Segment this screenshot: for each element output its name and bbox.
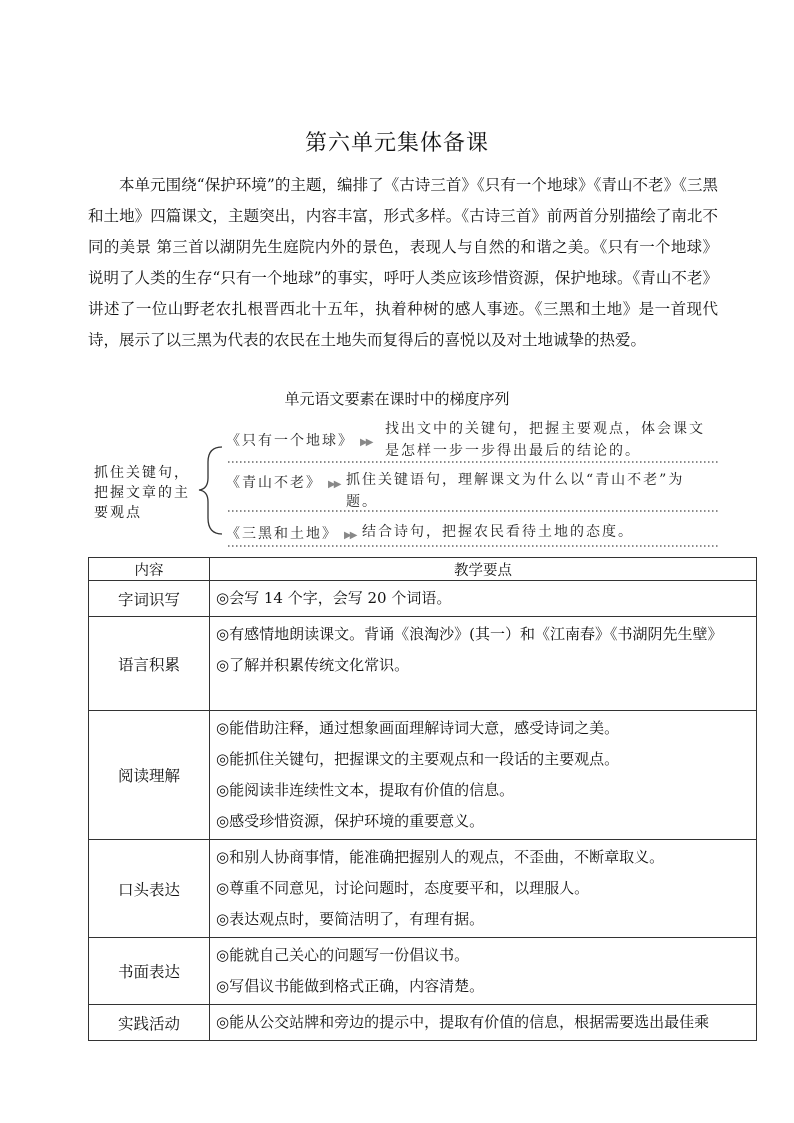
teaching-points-table xyxy=(88,557,757,1041)
lesson-title: 《只有一个地球》 xyxy=(226,433,354,449)
header-content: 内容 xyxy=(89,558,210,581)
point-item: ◎能阅读非连续性文本，提取有价值的信息。 xyxy=(216,781,515,799)
row-points xyxy=(210,711,757,840)
row-points xyxy=(210,1005,757,1041)
table-header-row xyxy=(89,558,757,581)
table-row xyxy=(89,840,757,938)
row-category: 阅读理解 xyxy=(89,711,210,840)
point-item: ◎写倡议书能做到格式正确，内容清楚。 xyxy=(216,977,485,995)
point-item: ◎能借助注释，通过想象画面理解诗词大意，感受诗词之美。 xyxy=(216,719,620,737)
diagram-lesson-1 xyxy=(226,430,371,450)
lesson-title: 《青山不老》 xyxy=(226,475,322,491)
page-title: 第六单元集体备课 xyxy=(304,131,489,156)
header-teaching-points: 教学要点 xyxy=(210,558,757,581)
diagram-desc-1: 找出文中的关键句，把握主要观点，体会课文是怎样一步一步得出最后的结论的。 xyxy=(385,421,705,459)
point-item: ◎能就自己关心的问题写一份倡议书。 xyxy=(216,946,470,964)
diagram-title: 单元语文要素在课时中的梯度序列 xyxy=(284,390,510,408)
table-row xyxy=(89,1005,757,1041)
point-item: ◎能抓住关键句，把握课文的主要观点和一段话的主要观点。 xyxy=(216,750,620,768)
row-points xyxy=(210,938,757,1005)
point-item: ◎感受珍惜资源，保护环境的重要意义。 xyxy=(216,812,485,830)
row-category: 口头表达 xyxy=(89,840,210,938)
row-category: 实践活动 xyxy=(89,1005,210,1041)
point-item: ◎表达观点时，要简洁明了，有理有据。 xyxy=(216,910,485,928)
point-item: ◎有感情地朗读课文。背诵《浪淘沙》(其一）和《江南春》《书湖阴先生壁》 xyxy=(216,625,723,643)
point-item: ◎尊重不同意见，讨论问题时，态度要平和，以理服人。 xyxy=(216,879,590,897)
diagram-desc-3: 结合诗句，把握农民看待土地的态度。 xyxy=(362,524,634,540)
intro-paragraph: 本单元围绕“保护环境”的主题，编排了《古诗三首》《只有一个地球》《青山不老》《三黑和土地》四篇课文，主题突出，内容丰富，形式多样。《古诗三首》前两首分别描绘了南北不同的美景 第三首以湖阴先生庭院内外的景色，表现人与自然的和谐之美。《只有一个地球》说明了人类的生存“只有一个地球”的事实，呼吁人类应该珍惜资源，保护地球。《青山不老》讲述了一位山野老农扎根晋西北十五年，执着种树的感人事迹。《三黑和土地》是一首现代诗，展示了以三黑为代表的农民在土地失而复得后的喜悦以及对土地诚挚的热爱。 xyxy=(88,176,718,349)
point-item: ◎了解并积累传统文化常识。 xyxy=(216,656,410,674)
diagram-left-label: 抓住关键句，把握文章的主要观点 xyxy=(94,465,190,521)
point-item: ◎会写 14 个字，会写 20 个词语。 xyxy=(216,589,452,607)
point-item: ◎和别人协商事情，能准确把握别人的观点，不歪曲，不断章取义。 xyxy=(216,848,665,866)
table-row xyxy=(89,711,757,840)
arrow-icon: ▶▶ xyxy=(328,479,340,490)
point-item: ◎能从公交站牌和旁边的提示中，提取有价值的信息，根据需要选出最佳乘 xyxy=(216,1013,710,1031)
row-points xyxy=(210,840,757,938)
arrow-icon: ▶▶ xyxy=(360,437,372,448)
arrow-icon: ▶▶ xyxy=(344,530,356,541)
row-points xyxy=(210,581,757,617)
diagram-brace xyxy=(199,447,222,534)
table-row xyxy=(89,938,757,1005)
diagram-lesson-2 xyxy=(226,472,339,492)
lesson-title: 《三黑和土地》 xyxy=(226,526,338,542)
row-category: 字词识写 xyxy=(89,581,210,617)
diagram-lesson-3 xyxy=(226,523,355,543)
table-row xyxy=(89,617,757,711)
diagram-desc-2: 抓住关键语句，理解课文为什么以“青山不老”为题。 xyxy=(346,472,685,510)
row-category: 语言积累 xyxy=(89,617,210,711)
row-category: 书面表达 xyxy=(89,938,210,1005)
table-row xyxy=(89,581,757,617)
row-points xyxy=(210,617,757,711)
